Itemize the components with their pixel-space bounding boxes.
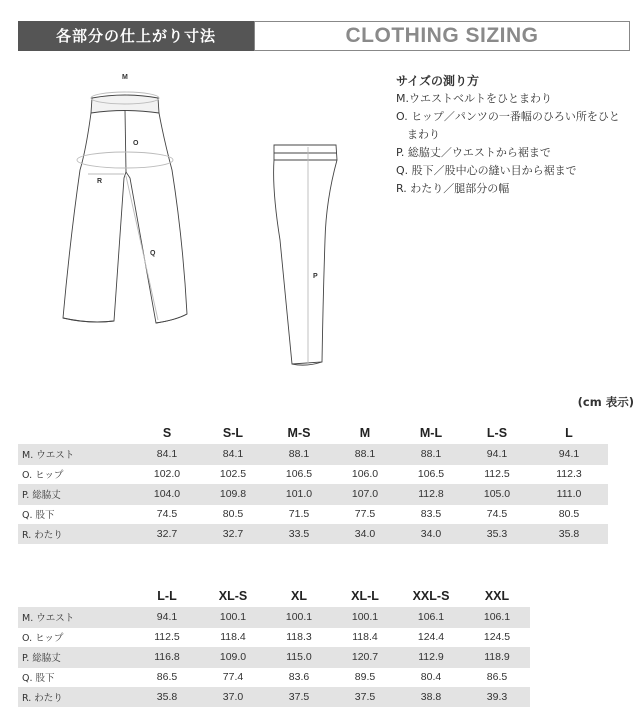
instruction-o-cont: まわり bbox=[407, 128, 440, 141]
row-label: O. ヒップ bbox=[18, 464, 134, 484]
cell: 32.7 bbox=[200, 524, 266, 544]
cell: 107.0 bbox=[332, 484, 398, 504]
cell: 84.1 bbox=[134, 444, 200, 464]
cell: 112.5 bbox=[134, 627, 200, 647]
size-header: S-L bbox=[222, 426, 244, 440]
cell: 37.5 bbox=[332, 687, 398, 707]
cell: 112.5 bbox=[464, 464, 530, 484]
cell: 94.1 bbox=[530, 444, 608, 464]
cell: 38.8 bbox=[398, 687, 464, 707]
row-label: R. わたり bbox=[18, 524, 134, 544]
label-r: R bbox=[97, 178, 103, 185]
cell: 118.4 bbox=[200, 627, 266, 647]
cell: 34.0 bbox=[398, 524, 464, 544]
cell: 124.4 bbox=[398, 627, 464, 647]
cell: 118.4 bbox=[332, 627, 398, 647]
cell: 86.5 bbox=[464, 667, 530, 687]
size-header: L-S bbox=[486, 426, 508, 440]
cell: 104.0 bbox=[134, 484, 200, 504]
table-row bbox=[18, 504, 608, 524]
instructions-title: サイズの測り方 bbox=[396, 74, 480, 88]
cell: 115.0 bbox=[266, 647, 332, 667]
cell: 109.0 bbox=[200, 647, 266, 667]
size-header: S bbox=[162, 426, 172, 440]
size-header-row bbox=[18, 585, 530, 607]
cell: 94.1 bbox=[134, 607, 200, 627]
unit-note: (cm 表示) bbox=[577, 395, 634, 409]
pants-side-illustration bbox=[274, 145, 337, 365]
size-header: M bbox=[359, 426, 371, 440]
pants-front-illustration bbox=[63, 95, 187, 323]
size-table-2 bbox=[18, 585, 530, 707]
cell: 86.5 bbox=[134, 667, 200, 687]
label-o: O bbox=[133, 140, 139, 147]
instruction-o: O. ヒップ／パンツの一番幅のひろい所をひと bbox=[396, 110, 620, 123]
size-header: M-S bbox=[287, 426, 311, 440]
table-row bbox=[18, 667, 530, 687]
cell: 33.5 bbox=[266, 524, 332, 544]
cell: 39.3 bbox=[464, 687, 530, 707]
table-row bbox=[18, 687, 530, 707]
measuring-instructions bbox=[396, 72, 636, 198]
row-label: R. わたり bbox=[18, 687, 134, 707]
cell: 102.5 bbox=[200, 464, 266, 484]
cell: 94.1 bbox=[464, 444, 530, 464]
cell: 77.4 bbox=[200, 667, 266, 687]
cell: 83.6 bbox=[266, 667, 332, 687]
cell: 37.5 bbox=[266, 687, 332, 707]
cell: 34.0 bbox=[332, 524, 398, 544]
row-label: M. ウエスト bbox=[18, 607, 134, 627]
cell: 106.0 bbox=[332, 464, 398, 484]
cell: 88.1 bbox=[332, 444, 398, 464]
label-m: M bbox=[122, 74, 128, 81]
cell: 35.8 bbox=[530, 524, 608, 544]
row-label: Q. 股下 bbox=[18, 504, 134, 524]
table-row bbox=[18, 607, 530, 627]
cell: 74.5 bbox=[134, 504, 200, 524]
row-label: P. 総脇丈 bbox=[18, 484, 134, 504]
cell: 74.5 bbox=[464, 504, 530, 524]
instruction-p: P. 総脇丈／ウエストから裾まで bbox=[396, 146, 551, 159]
table-row bbox=[18, 444, 608, 464]
cell: 89.5 bbox=[332, 667, 398, 687]
cell: 106.5 bbox=[266, 464, 332, 484]
row-label: O. ヒップ bbox=[18, 627, 134, 647]
row-label: M. ウエスト bbox=[18, 444, 134, 464]
cell: 88.1 bbox=[398, 444, 464, 464]
size-table-1 bbox=[18, 422, 608, 544]
label-q: Q bbox=[150, 250, 156, 257]
cell: 83.5 bbox=[398, 504, 464, 524]
cell: 116.8 bbox=[134, 647, 200, 667]
cell: 105.0 bbox=[464, 484, 530, 504]
cell: 106.5 bbox=[398, 464, 464, 484]
cell: 124.5 bbox=[464, 627, 530, 647]
cell: 120.7 bbox=[332, 647, 398, 667]
cell: 71.5 bbox=[266, 504, 332, 524]
cell: 109.8 bbox=[200, 484, 266, 504]
instruction-q: Q. 股下／股中心の縫い目から裾まで bbox=[396, 164, 577, 177]
cell: 112.8 bbox=[398, 484, 464, 504]
size-header: M-L bbox=[419, 426, 443, 440]
cell: 80.5 bbox=[200, 504, 266, 524]
table-row bbox=[18, 464, 608, 484]
size-header: XL-L bbox=[351, 589, 379, 603]
table-row bbox=[18, 647, 530, 667]
cell: 80.4 bbox=[398, 667, 464, 687]
size-header: L-L bbox=[157, 589, 177, 603]
cell: 112.3 bbox=[530, 464, 608, 484]
title-english: CLOTHING SIZING bbox=[254, 21, 630, 51]
size-header: XXL bbox=[484, 589, 510, 603]
row-label: Q. 股下 bbox=[18, 667, 134, 687]
cell: 102.0 bbox=[134, 464, 200, 484]
cell: 100.1 bbox=[332, 607, 398, 627]
instruction-r: R. わたり／腿部分の幅 bbox=[396, 182, 510, 195]
cell: 106.1 bbox=[398, 607, 464, 627]
cell: 106.1 bbox=[464, 607, 530, 627]
cell: 37.0 bbox=[200, 687, 266, 707]
label-p: P bbox=[313, 273, 318, 280]
cell: 118.9 bbox=[464, 647, 530, 667]
cell: 35.8 bbox=[134, 687, 200, 707]
size-header-row bbox=[18, 422, 608, 444]
cell: 100.1 bbox=[266, 607, 332, 627]
cell: 101.0 bbox=[266, 484, 332, 504]
cell: 84.1 bbox=[200, 444, 266, 464]
cell: 88.1 bbox=[266, 444, 332, 464]
size-header: XL-S bbox=[218, 589, 248, 603]
size-header: L bbox=[565, 426, 573, 440]
cell: 35.3 bbox=[464, 524, 530, 544]
instruction-m: M.ウエストベルトをひとまわり bbox=[396, 92, 552, 105]
cell: 77.5 bbox=[332, 504, 398, 524]
cell: 80.5 bbox=[530, 504, 608, 524]
size-header: XL bbox=[291, 589, 307, 603]
cell: 118.3 bbox=[266, 627, 332, 647]
size-header: XXL-S bbox=[412, 589, 450, 603]
cell: 32.7 bbox=[134, 524, 200, 544]
table-row bbox=[18, 524, 608, 544]
title-japanese: 各部分の仕上がり寸法 bbox=[18, 21, 254, 51]
cell: 111.0 bbox=[530, 484, 608, 504]
cell: 100.1 bbox=[200, 607, 266, 627]
row-label: P. 総脇丈 bbox=[18, 647, 134, 667]
cell: 112.9 bbox=[398, 647, 464, 667]
table-row bbox=[18, 627, 530, 647]
table-row bbox=[18, 484, 608, 504]
